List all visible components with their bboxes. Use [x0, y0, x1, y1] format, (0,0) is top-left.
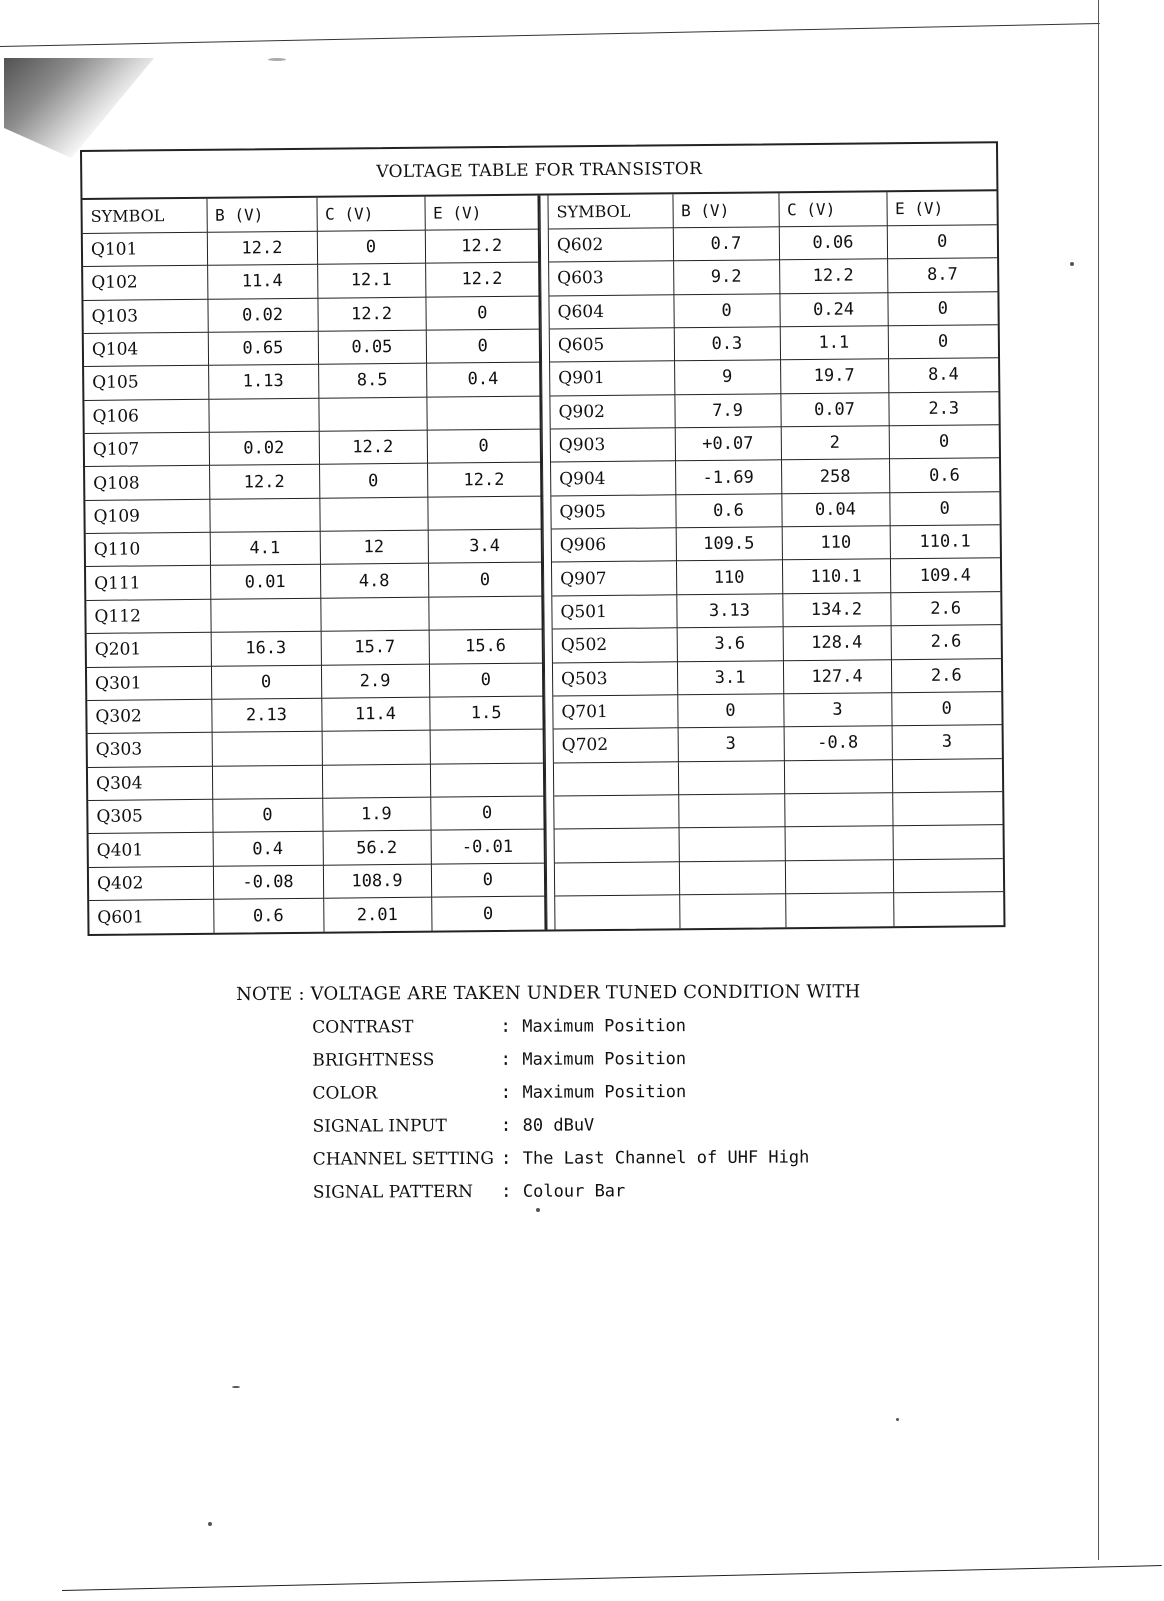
- measurement-notes: [236, 981, 997, 1209]
- column-header: B (V): [672, 193, 778, 227]
- column-header: SYMBOL: [548, 194, 672, 229]
- voltage-cell-b: [212, 765, 322, 799]
- voltage-cell-b: 0.6: [213, 898, 323, 933]
- symbol-cell: [555, 861, 679, 896]
- voltage-cell-e: [892, 792, 1002, 826]
- symbol-cell: Q901: [550, 361, 674, 396]
- voltage-cell-b: 3.6: [677, 627, 783, 661]
- condition-separator: :: [500, 1048, 512, 1070]
- scan-speck: [268, 58, 286, 61]
- symbol-cell: Q111: [86, 566, 210, 601]
- table-row: [553, 692, 1001, 730]
- voltage-cell-e: [893, 825, 1003, 859]
- voltage-cell-e: 0.4: [426, 362, 540, 396]
- table-row: [551, 425, 999, 463]
- symbol-cell: Q301: [87, 666, 211, 701]
- symbol-cell: Q601: [89, 899, 213, 934]
- voltage-cell-c: 2.01: [323, 897, 431, 931]
- symbol-cell: Q304: [88, 766, 212, 801]
- voltage-cell-b: 3: [678, 727, 784, 761]
- condition-value: Colour Bar: [522, 1180, 626, 1202]
- symbol-cell: [554, 795, 678, 830]
- voltage-cell-e: [892, 758, 1002, 792]
- symbol-cell: Q201: [87, 632, 211, 667]
- condition-label: CHANNEL SETTING: [312, 1148, 494, 1170]
- condition-label: SIGNAL INPUT: [312, 1115, 447, 1137]
- table-row: [86, 563, 542, 601]
- voltage-cell-e: 0: [889, 491, 999, 525]
- voltage-cell-c: 4.8: [320, 564, 428, 598]
- table-row: [83, 296, 539, 334]
- table-row: [551, 458, 999, 496]
- voltage-cell-c: -0.8: [784, 726, 892, 760]
- scan-speck: [208, 1522, 212, 1526]
- table-row: [555, 858, 1003, 896]
- voltage-cell-e: [427, 496, 541, 530]
- symbol-cell: Q101: [83, 232, 207, 267]
- symbol-cell: Q904: [551, 461, 675, 496]
- condition-value: Maximum Position: [522, 1015, 686, 1037]
- condition-value: 80 dBuV: [522, 1114, 595, 1136]
- voltage-cell-e: 2.6: [891, 658, 1001, 692]
- symbol-cell: Q602: [549, 228, 673, 263]
- symbol-cell: Q702: [554, 728, 678, 763]
- condition-value: Maximum Position: [522, 1081, 687, 1103]
- voltage-cell-e: [893, 858, 1003, 892]
- symbol-cell: Q604: [549, 294, 673, 329]
- column-header: E (V): [424, 196, 538, 230]
- voltage-cell-c: 12.2: [319, 430, 427, 464]
- voltage-cell-b: 9.2: [673, 260, 779, 294]
- voltage-cell-b: [210, 598, 320, 632]
- voltage-cell-e: 0: [431, 896, 545, 931]
- symbol-cell: Q110: [86, 532, 210, 567]
- voltage-cell-e: 2.3: [888, 391, 998, 425]
- voltage-cell-b: -0.08: [213, 865, 323, 899]
- table-row: [87, 629, 543, 667]
- voltage-cell-b: 0: [673, 293, 779, 327]
- voltage-cell-c: 110: [782, 526, 890, 560]
- table-row: [83, 262, 539, 300]
- voltage-cell-b: [208, 398, 318, 432]
- condition-label: CONTRAST: [312, 1016, 414, 1038]
- voltage-cell-e: 0: [430, 796, 544, 830]
- symbol-cell: Q109: [85, 499, 209, 534]
- condition-value: Maximum Position: [522, 1048, 687, 1070]
- voltage-cell-c: 108.9: [323, 864, 431, 898]
- voltage-cell-c: [785, 826, 893, 860]
- table-row: [89, 863, 545, 901]
- voltage-cell-c: [322, 730, 430, 764]
- voltage-cell-e: 0: [891, 692, 1001, 726]
- scan-speck: [536, 1208, 540, 1212]
- scan-speck: [232, 1386, 240, 1388]
- voltage-cell-b: 12.2: [209, 465, 319, 499]
- symbol-cell: Q401: [89, 833, 213, 868]
- table-row: [549, 258, 997, 296]
- voltage-cell-c: [318, 397, 426, 431]
- voltage-cell-e: 110.1: [890, 525, 1000, 559]
- voltage-cell-e: 0: [427, 429, 541, 463]
- voltage-cell-e: -0.01: [431, 829, 545, 863]
- voltage-cell-e: 12.2: [425, 262, 539, 296]
- voltage-cell-c: 3: [783, 693, 891, 727]
- voltage-cell-e: 0.6: [889, 458, 999, 492]
- table-row: [85, 462, 541, 500]
- voltage-cell-b: [679, 827, 785, 861]
- voltage-cell-b: [678, 760, 784, 794]
- table-row: [85, 496, 541, 534]
- voltage-cell-e: 8.7: [887, 258, 997, 292]
- table-row: [554, 725, 1002, 763]
- scan-speck: [1070, 262, 1074, 266]
- table-row: [83, 229, 539, 267]
- voltage-cell-b: 12.2: [207, 231, 317, 265]
- voltage-cell-c: [785, 859, 893, 893]
- symbol-cell: Q108: [85, 466, 209, 501]
- table-row: [550, 391, 998, 429]
- voltage-cell-e: 8.4: [888, 358, 998, 392]
- voltage-cell-b: 3.13: [676, 594, 782, 628]
- scan-smudge: [4, 58, 154, 158]
- voltage-cell-c: 128.4: [783, 626, 891, 660]
- voltage-cell-c: 0: [317, 230, 425, 264]
- voltage-cell-c: 0.06: [779, 226, 887, 260]
- symbol-cell: Q107: [85, 432, 209, 467]
- voltage-cell-e: 0: [426, 329, 540, 363]
- voltage-cell-c: [785, 893, 893, 927]
- voltage-cell-c: 1.1: [780, 326, 888, 360]
- table-row: [555, 825, 1003, 863]
- symbol-cell: [555, 895, 679, 930]
- voltage-cell-c: 12.2: [317, 297, 425, 331]
- symbol-cell: [555, 828, 679, 863]
- voltage-cell-b: 2.13: [211, 698, 321, 732]
- symbol-cell: Q907: [552, 561, 676, 596]
- voltage-cell-c: 11.4: [321, 697, 429, 731]
- table-row: [88, 729, 544, 767]
- symbol-cell: Q903: [551, 428, 675, 463]
- voltage-cell-c: 12: [320, 530, 428, 564]
- voltage-table-left: [82, 196, 546, 934]
- voltage-cell-c: 1.9: [322, 797, 430, 831]
- voltage-cell-b: 110: [676, 560, 782, 594]
- condition-separator: :: [500, 1114, 512, 1136]
- note-condition: [236, 1074, 996, 1110]
- table-row: [549, 291, 997, 329]
- voltage-cell-e: 2.6: [890, 591, 1000, 625]
- voltage-cell-b: 11.4: [207, 264, 317, 298]
- voltage-cell-b: 0.02: [209, 431, 319, 465]
- note-condition: [237, 1140, 997, 1176]
- symbol-cell: Q106: [84, 399, 208, 434]
- table-row: [553, 625, 1001, 663]
- page-edge-right: [1098, 0, 1099, 1560]
- condition-label: COLOR: [312, 1082, 378, 1104]
- condition-value: The Last Channel of UHF High: [522, 1147, 810, 1169]
- voltage-cell-c: 12.2: [779, 259, 887, 293]
- table-row: [552, 525, 1000, 563]
- voltage-cell-c: 0.24: [779, 292, 887, 326]
- page-edge-top: [0, 23, 1100, 47]
- note-condition: [236, 1008, 996, 1044]
- table-row: [88, 796, 544, 834]
- voltage-cell-b: 0.4: [213, 832, 323, 866]
- voltage-cell-c: 0.07: [780, 392, 888, 426]
- condition-label: BRIGHTNESS: [312, 1049, 435, 1071]
- voltage-cell-e: [430, 763, 544, 797]
- note-condition: [236, 1041, 996, 1077]
- voltage-cell-c: 258: [781, 459, 889, 493]
- column-header: C (V): [316, 197, 424, 231]
- symbol-cell: Q605: [550, 328, 674, 363]
- voltage-cell-b: 0.7: [673, 227, 779, 261]
- note-heading: NOTE : VOLTAGE ARE TAKEN UNDER TUNED CONDITION WITH: [236, 981, 861, 1005]
- voltage-cell-b: -1.69: [675, 460, 781, 494]
- voltage-cell-b: 9: [674, 360, 780, 394]
- voltage-cell-c: [319, 497, 427, 531]
- table-row: [84, 329, 540, 367]
- column-header: E (V): [886, 191, 996, 225]
- voltage-cell-c: 134.2: [782, 593, 890, 627]
- table-row: [87, 663, 543, 701]
- table-row: [554, 758, 1002, 796]
- symbol-cell: Q501: [552, 595, 676, 630]
- voltage-cell-b: 4.1: [210, 531, 320, 565]
- voltage-cell-e: 12.2: [427, 462, 541, 496]
- symbol-cell: Q502: [553, 628, 677, 663]
- voltage-cell-b: [678, 794, 784, 828]
- voltage-table: [80, 141, 1006, 936]
- voltage-cell-b: [679, 860, 785, 894]
- voltage-cell-c: 56.2: [323, 830, 431, 864]
- table-row: [551, 491, 999, 529]
- voltage-cell-c: 110.1: [782, 559, 890, 593]
- symbol-cell: Q402: [89, 866, 213, 901]
- column-header: SYMBOL: [82, 199, 206, 234]
- voltage-table-right: [548, 191, 1003, 929]
- note-condition: [237, 1173, 997, 1209]
- voltage-cell-b: 7.9: [674, 393, 780, 427]
- symbol-cell: Q302: [87, 699, 211, 734]
- voltage-cell-b: 0: [212, 798, 322, 832]
- symbol-cell: Q103: [83, 299, 207, 334]
- table-row: [549, 225, 997, 263]
- table-row: [85, 429, 541, 467]
- table-row: [88, 763, 544, 801]
- voltage-cell-e: 1.5: [429, 696, 543, 730]
- symbol-cell: Q906: [552, 528, 676, 563]
- voltage-cell-e: 3.4: [428, 529, 542, 563]
- symbol-cell: Q902: [550, 394, 674, 429]
- voltage-cell-c: 0.04: [781, 492, 889, 526]
- symbol-cell: Q102: [83, 266, 207, 301]
- symbol-cell: Q105: [84, 366, 208, 401]
- voltage-cell-c: 8.5: [318, 363, 426, 397]
- voltage-cell-b: +0.07: [675, 427, 781, 461]
- voltage-cell-c: 12.1: [317, 263, 425, 297]
- voltage-cell-e: 0: [431, 863, 545, 897]
- voltage-cell-b: 109.5: [676, 527, 782, 561]
- condition-label: SIGNAL PATTERN: [312, 1181, 474, 1203]
- table-row: [86, 529, 542, 567]
- table-row: [555, 892, 1003, 930]
- voltage-cell-b: 0.65: [208, 331, 318, 365]
- symbol-cell: Q503: [553, 661, 677, 696]
- voltage-cell-e: 0: [889, 425, 999, 459]
- voltage-cell-c: 19.7: [780, 359, 888, 393]
- symbol-cell: Q603: [549, 261, 673, 296]
- note-condition: [237, 1107, 997, 1143]
- voltage-cell-b: 0: [211, 665, 321, 699]
- voltage-cell-b: 0: [677, 694, 783, 728]
- voltage-cell-e: [428, 596, 542, 630]
- table-row: [550, 325, 998, 363]
- symbol-cell: Q701: [553, 695, 677, 730]
- symbol-cell: Q305: [88, 799, 212, 834]
- voltage-cell-c: 2: [781, 426, 889, 460]
- voltage-cell-e: 0: [887, 291, 997, 325]
- voltage-cell-e: 0: [429, 663, 543, 697]
- voltage-cell-c: [322, 764, 430, 798]
- voltage-cell-b: 0.3: [674, 327, 780, 361]
- voltage-cell-b: 1.13: [208, 365, 318, 399]
- condition-separator: :: [500, 1147, 512, 1169]
- voltage-cell-e: 15.6: [429, 629, 543, 663]
- column-header: C (V): [778, 192, 886, 226]
- voltage-cell-b: [209, 498, 319, 532]
- table-row: [84, 362, 540, 400]
- voltage-cell-c: 2.9: [321, 664, 429, 698]
- voltage-cell-c: [320, 597, 428, 631]
- table-row: [550, 358, 998, 396]
- voltage-cell-e: 0: [428, 563, 542, 597]
- table-row: [552, 558, 1000, 596]
- symbol-cell: Q303: [88, 733, 212, 768]
- voltage-cell-e: [893, 892, 1003, 927]
- table-row: [86, 596, 542, 634]
- voltage-cell-e: [426, 396, 540, 430]
- voltage-cell-b: 0.02: [207, 298, 317, 332]
- condition-separator: :: [500, 1081, 512, 1103]
- symbol-cell: Q104: [84, 332, 208, 367]
- table-row: [89, 896, 545, 934]
- voltage-cell-b: 16.3: [211, 631, 321, 665]
- voltage-cell-c: 0.05: [318, 330, 426, 364]
- voltage-cell-e: [430, 729, 544, 763]
- voltage-cell-e: 3: [892, 725, 1002, 759]
- condition-separator: :: [500, 1180, 512, 1202]
- voltage-cell-e: 12.2: [425, 229, 539, 263]
- symbol-cell: Q905: [551, 495, 675, 530]
- voltage-cell-b: [212, 731, 322, 765]
- table-row: [89, 829, 545, 867]
- voltage-cell-b: [679, 894, 785, 928]
- voltage-cell-b: 0.6: [675, 494, 781, 528]
- voltage-cell-b: 3.1: [677, 660, 783, 694]
- column-header: B (V): [206, 198, 316, 232]
- table-header-row: [82, 196, 538, 234]
- table-header-row: [548, 191, 996, 229]
- voltage-cell-e: 0: [888, 325, 998, 359]
- voltage-cell-c: [784, 793, 892, 827]
- voltage-cell-c: 127.4: [783, 659, 891, 693]
- voltage-cell-e: 0: [887, 225, 997, 259]
- table-row: [554, 792, 1002, 830]
- voltage-cell-c: [784, 759, 892, 793]
- table-title: VOLTAGE TABLE FOR TRANSISTOR: [82, 143, 996, 200]
- voltage-cell-e: 109.4: [890, 558, 1000, 592]
- table-row: [553, 658, 1001, 696]
- table-row: [87, 696, 543, 734]
- voltage-cell-e: 0: [425, 296, 539, 330]
- voltage-cell-e: 2.6: [891, 625, 1001, 659]
- condition-separator: :: [500, 1015, 512, 1037]
- symbol-cell: Q112: [86, 599, 210, 634]
- scan-speck: [896, 1418, 899, 1421]
- voltage-cell-c: 0: [319, 464, 427, 498]
- page-edge-bottom: [62, 1565, 1162, 1591]
- symbol-cell: [554, 761, 678, 796]
- voltage-cell-b: 0.01: [210, 565, 320, 599]
- voltage-cell-c: 15.7: [321, 630, 429, 664]
- table-row: [552, 591, 1000, 629]
- table-row: [84, 396, 540, 434]
